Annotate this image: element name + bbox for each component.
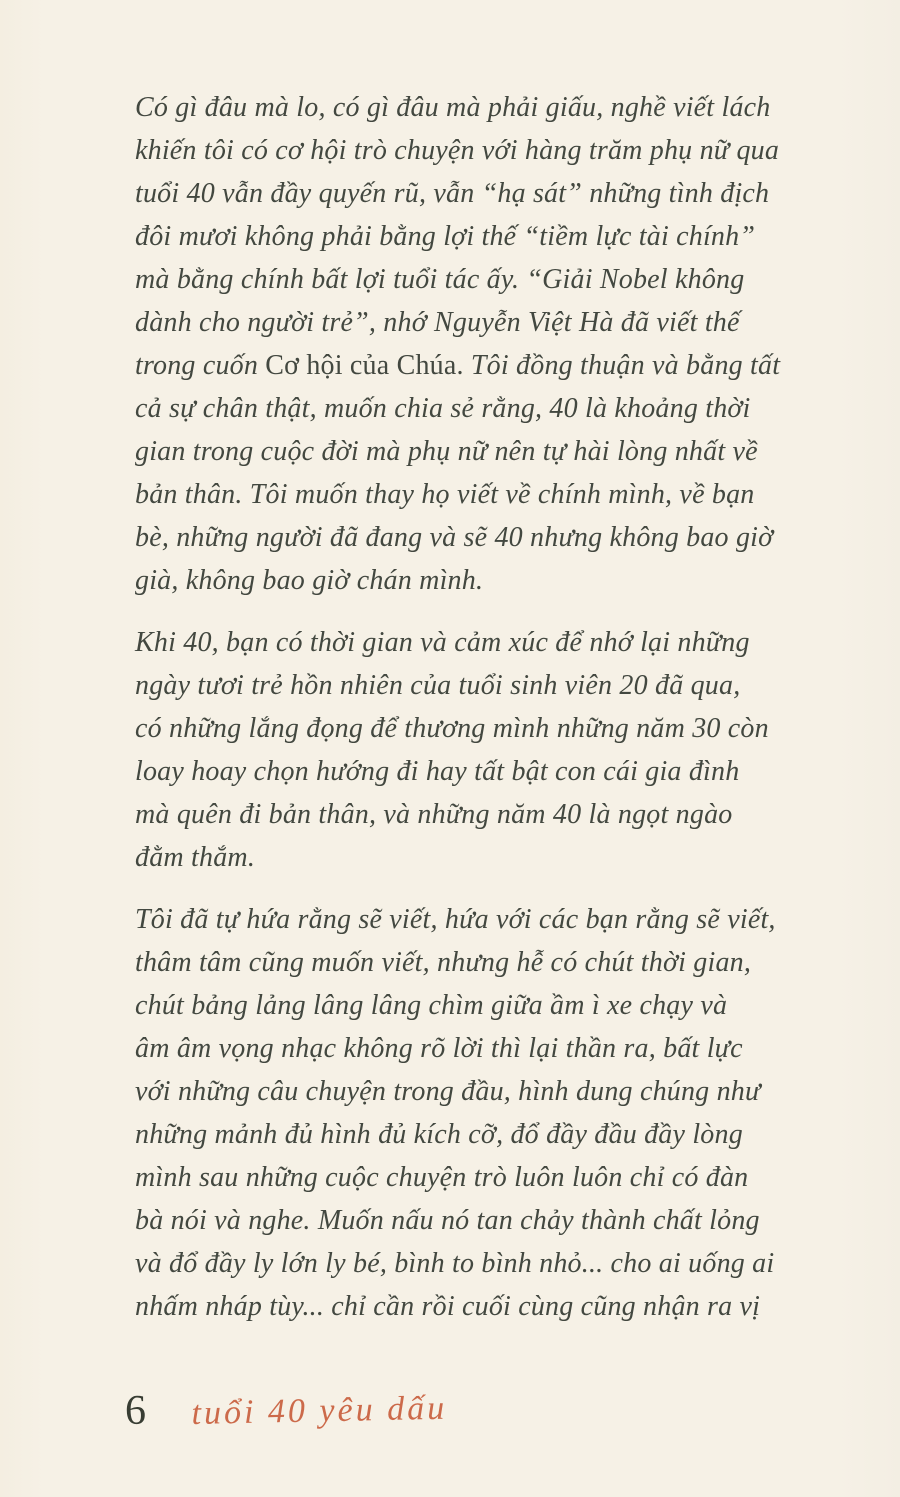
page-footer [125,1386,448,1436]
text-line [135,1285,875,1328]
text-line [135,1027,875,1070]
text-line [135,707,875,750]
italic-text: và đổ đầy ly lớn ly bé, bình to bình nhỏ... cho ai uống ai [135,1248,775,1279]
page-number: 6 [125,1388,146,1434]
text-line [135,430,875,473]
paragraph [135,898,875,1328]
italic-text: trong cuốn [135,350,266,381]
footer-book-title: tuổi 40 yêu dấu [191,1389,448,1433]
text-line [135,1070,875,1113]
text-line [135,941,875,984]
text-line [135,750,875,793]
paragraph [135,86,875,602]
italic-text: gian trong cuộc đời mà phụ nữ nên tự hài lòng nhất về [135,436,758,467]
text-line [135,836,875,879]
text-line [135,215,875,258]
text-line [135,898,875,941]
text-line [135,473,875,516]
text-line [135,664,875,707]
italic-text: những mảnh đủ hình đủ kích cỡ, đổ đầy đầu đầy lòng [135,1119,743,1150]
text-line [135,621,875,664]
italic-text: với những câu chuyện trong đầu, hình dung chúng như [135,1076,761,1107]
italic-text: bà nói và nghe. Muốn nấu nó tan chảy thành chất lỏng [135,1205,760,1236]
italic-text: đôi mươi không phải bằng lợi thế “tiềm lực tài chính” [135,221,756,252]
italic-text: cả sự chân thật, muốn chia sẻ rằng, 40 là khoảng thời [135,393,751,424]
text-line [135,793,875,836]
italic-text: Tôi đồng thuận và bằng tất [463,350,781,381]
italic-text: bản thân. Tôi muốn thay họ viết về chính mình, về bạn [135,479,755,510]
italic-text: Khi 40, bạn có thời gian và cảm xúc để nhớ lại những [135,627,750,658]
italic-text: chút bảng lảng lâng lâng chìm giữa ầm ì xe chạy và [135,990,728,1021]
italic-text: nhấm nháp tùy... chỉ cần rồi cuối cùng cũng nhận ra vị [135,1291,761,1322]
text-line [135,301,875,344]
text-line [135,86,875,129]
italic-text: mà quên đi bản thân, và những năm 40 là ngọt ngào [135,799,733,830]
text-line [135,172,875,215]
paragraph [135,621,875,879]
italic-text: mình sau những cuộc chuyện trò luôn luôn chỉ có đàn [135,1162,749,1193]
italic-text: có những lắng đọng để thương mình những năm 30 còn [135,713,769,744]
text-line [135,516,875,559]
text-line [135,1242,875,1285]
text-line [135,344,875,387]
italic-text: thâm tâm cũng muốn viết, nhưng hễ có chút thời gian, [135,947,752,978]
text-line [135,984,875,1027]
body-text [135,86,875,1347]
text-line [135,129,875,172]
italic-text: đằm thắm. [135,842,256,873]
italic-text: loay hoay chọn hướng đi hay tất bật con cái gia đình [135,756,740,787]
italic-text: khiến tôi có cơ hội trò chuyện với hàng trăm phụ nữ qua [135,135,780,166]
text-line [135,1113,875,1156]
text-line [135,1156,875,1199]
italic-text: mà bằng chính bất lợi tuổi tác ấy. “Giải Nobel không [135,264,745,295]
italic-text: Có gì đâu mà lo, có gì đâu mà phải giấu, nghề viết lách [135,92,771,123]
italic-text: âm âm vọng nhạc không rõ lời thì lại thần ra, bất lực [135,1033,743,1064]
italic-text: dành cho người trẻ”, nhớ Nguyễn Việt Hà đã viết thế [135,307,740,338]
text-line [135,387,875,430]
text-line [135,258,875,301]
italic-text: bè, những người đã đang và sẽ 40 nhưng không bao giờ [135,522,774,553]
italic-text: Tôi đã tự hứa rằng sẽ viết, hứa với các bạn rằng sẽ viết, [135,904,776,935]
italic-text: già, không bao giờ chán mình. [135,565,484,596]
italic-text: ngày tươi trẻ hồn nhiên của tuổi sinh viên 20 đã qua, [135,670,741,701]
italic-text: tuổi 40 vẫn đầy quyến rũ, vẫn “hạ sát” những tình địch [135,178,770,209]
text-line [135,1199,875,1242]
text-line [135,559,875,602]
book-title-roman-text: Cơ hội của Chúa. [265,350,464,381]
